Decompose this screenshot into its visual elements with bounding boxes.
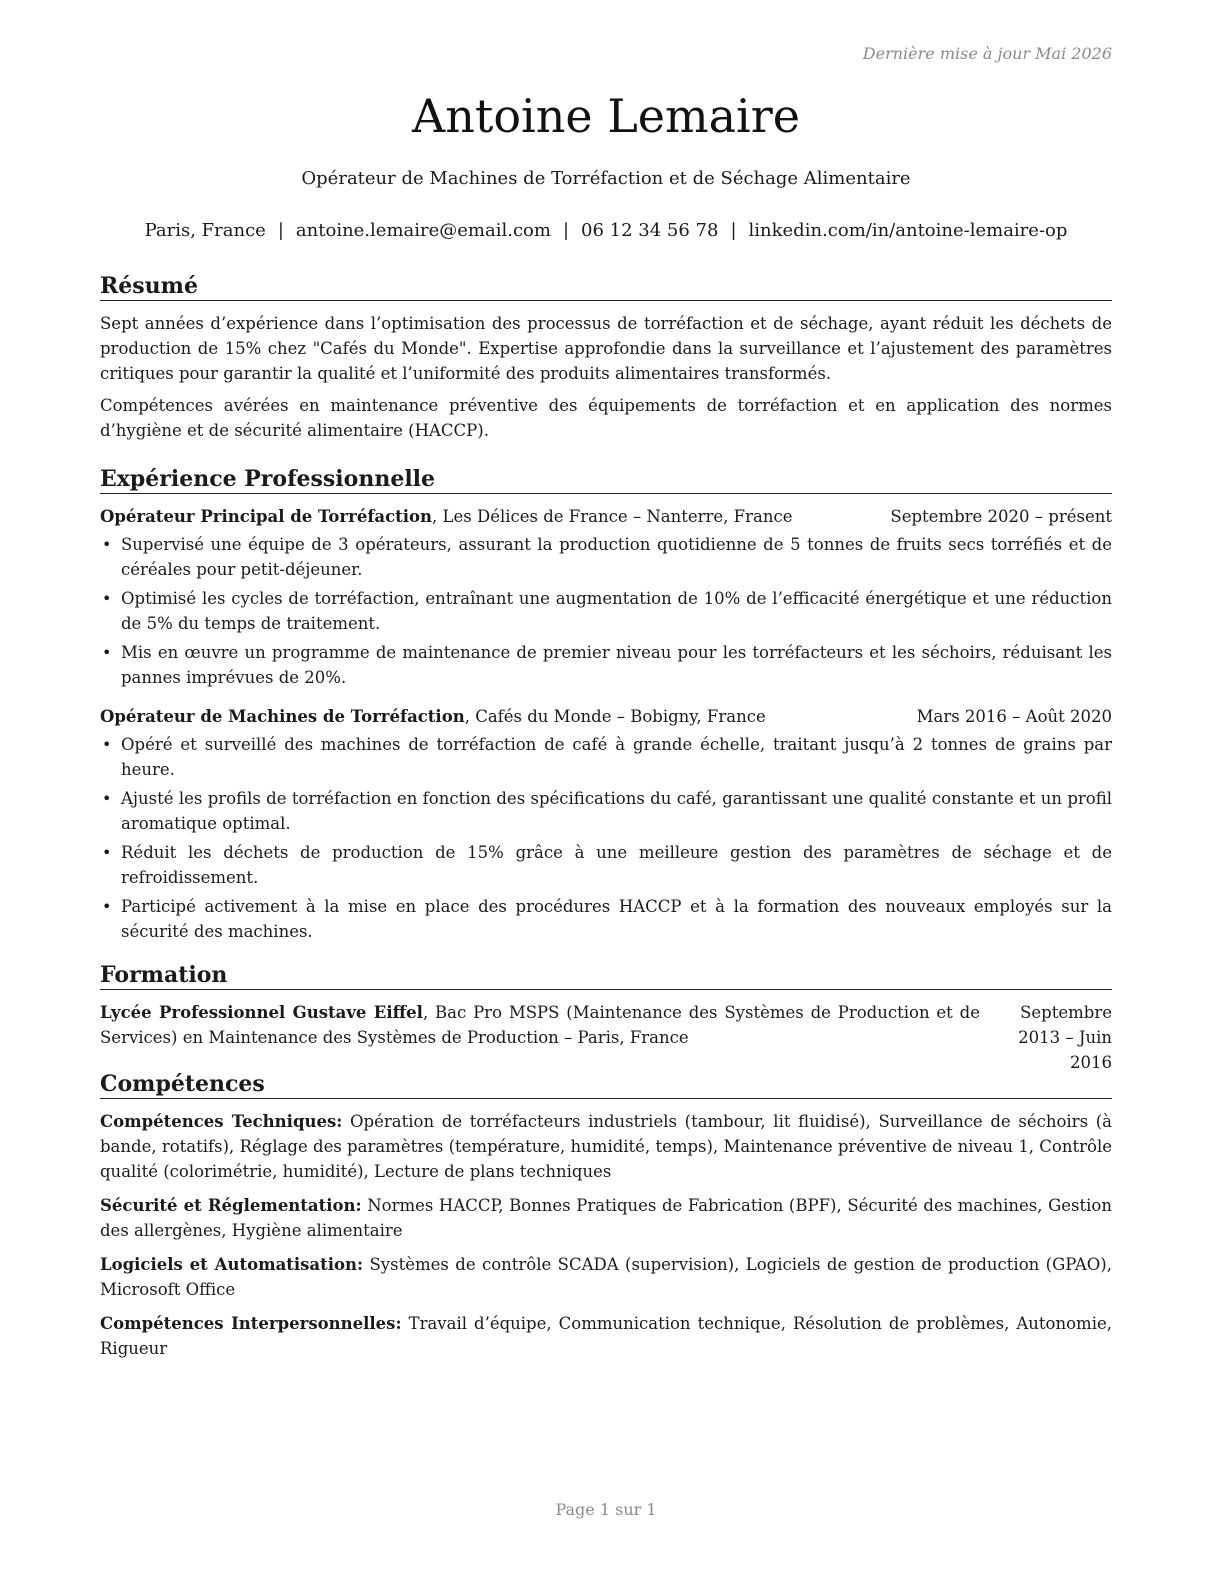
- job-bullet: [100, 894, 1112, 944]
- job-bullets: [100, 732, 1112, 944]
- contact-separator: |: [277, 220, 284, 241]
- job-bullet-text: Optimisé les cycles de torréfaction, entraînant une augmentation de 10% de l’efficacité énergétique et une réduction de 5% du temps de traitement.: [121, 589, 1112, 633]
- bullet-icon: •: [102, 735, 112, 754]
- bullet-icon: •: [102, 897, 112, 916]
- job-role: Opérateur Principal de Torréfaction: [100, 507, 433, 526]
- skill-group-label: Compétences Interpersonnelles:: [100, 1314, 402, 1333]
- contact-location: Paris, France: [144, 220, 266, 241]
- experience-section: [100, 465, 1112, 948]
- skill-group-text: Travail d’équipe, Communication technique, Résolution de problèmes, Autonomie, Rigueur: [100, 1314, 1112, 1358]
- skill-group-text: Systèmes de contrôle SCADA (supervision), Logiciels de gestion de production (GPAO), Microsoft Office: [100, 1255, 1112, 1299]
- skill-group-label: Compétences Techniques:: [100, 1112, 343, 1131]
- education-entry: [100, 1000, 1112, 1075]
- job-bullet-text: Participé activement à la mise en place des procédures HACCP et à la formation des nouveaux employés sur la sécurité des machines.: [121, 897, 1112, 941]
- skill-group-text: Opération de torréfacteurs industriels (tambour, lit fluidisé), Surveillance de séchoirs (à bande, rotatifs), Réglage des paramètres (température, humidité, temps), Maintenance préventive de niveau 1, Contrôle qualité (colorimétrie, humidité), Lecture de plans techniques: [100, 1112, 1112, 1181]
- job-dates: Mars 2016 – Août 2020: [916, 707, 1112, 726]
- skill-group: [100, 1109, 1112, 1184]
- job-bullet: [100, 840, 1112, 890]
- contact-email[interactable]: antoine.lemaire@email.com: [295, 220, 551, 241]
- job-entry: [100, 504, 1112, 690]
- job-bullet: [100, 532, 1112, 582]
- job-bullet: [100, 732, 1112, 782]
- skill-group-label: Logiciels et Automatisation:: [100, 1255, 364, 1274]
- skill-group: [100, 1193, 1112, 1243]
- skill-group-text: Normes HACCP, Bonnes Pratiques de Fabrication (BPF), Sécurité des machines, Gestion des allergènes, Hygiène alimentaire: [100, 1196, 1112, 1240]
- summary-section: [100, 272, 1112, 450]
- candidate-headline: Opérateur de Machines de Torréfaction et de Séchage Alimentaire: [301, 168, 911, 189]
- section-title-summary: Résumé: [100, 272, 1112, 301]
- job-bullet: [100, 640, 1112, 690]
- summary-paragraph: Sept années d’expérience dans l’optimisation des processus de torréfaction et de séchage, ayant réduit les déchets de production de 15% chez "Cafés du Monde". Expertise approfondie dans la surveillance et l’ajustement des paramètres critiques pour garantir la qualité et l’uniformité des produits alimentaires transformés.: [100, 314, 1112, 383]
- job-company: , Cafés du Monde – Bobigny, France: [464, 707, 766, 726]
- bullet-icon: •: [102, 643, 112, 662]
- skill-group: [100, 1252, 1112, 1302]
- job-bullet-text: Réduit les déchets de production de 15% grâce à une meilleure gestion des paramètres de séchage et de refroidissement.: [121, 843, 1112, 887]
- job-bullets: [100, 532, 1112, 690]
- page-number: Page 1 sur 1: [555, 1500, 657, 1519]
- education-dates: Septembre 2013 – Juin 2016: [1018, 1003, 1112, 1072]
- bullet-icon: •: [102, 789, 112, 808]
- job-entry: [100, 704, 1112, 944]
- contact-separator: |: [562, 220, 570, 241]
- education-detail: , Bac Pro MSPS (Maintenance des Systèmes de Production et de Services) en Maintenance des Systèmes de Production – Paris, France: [100, 1003, 980, 1047]
- job-header: [100, 504, 1112, 529]
- job-bullet-text: Opéré et surveillé des machines de torréfaction de café à grande échelle, traitant jusqu’à 2 tonnes de grains par heure.: [121, 735, 1112, 779]
- contact-phone: 06 12 34 56 78: [581, 220, 719, 241]
- education-school: Lycée Professionnel Gustave Eiffel: [100, 1003, 423, 1022]
- section-title-skills: Compétences: [100, 1070, 1112, 1099]
- job-bullet-text: Supervisé une équipe de 3 opérateurs, assurant la production quotidienne de 5 tonnes de fruits secs torréfiés et de céréales pour petit-déjeuner.: [121, 535, 1112, 579]
- bullet-icon: •: [102, 535, 112, 554]
- skills-section: [100, 1070, 1112, 1370]
- contact-separator: |: [730, 220, 737, 241]
- resume-page: [100, 0, 1112, 1584]
- job-header: [100, 704, 1112, 729]
- job-bullet-text: Ajusté les profils de torréfaction en fonction des spécifications du café, garantissant une qualité constante et un profil aromatique optimal.: [121, 789, 1112, 833]
- job-dates: Septembre 2020 – présent: [890, 507, 1112, 526]
- skill-group: [100, 1311, 1112, 1361]
- contact-linkedin[interactable]: linkedin.com/in/antoine-lemaire-op: [748, 220, 1068, 241]
- section-title-experience: Expérience Professionnelle: [100, 465, 1112, 494]
- bullet-icon: •: [102, 843, 112, 862]
- job-bullet-text: Mis en œuvre un programme de maintenance de premier niveau pour les torréfacteurs et les séchoirs, réduisant les pannes imprévues de 20%.: [121, 643, 1112, 687]
- job-role: Opérateur de Machines de Torréfaction: [100, 707, 465, 726]
- section-title-education: Formation: [100, 961, 1112, 990]
- summary-paragraph: Compétences avérées en maintenance préventive des équipements de torréfaction et en application des normes d’hygiène et de sécurité alimentaire (HACCP).: [100, 396, 1112, 440]
- job-bullet: [100, 586, 1112, 636]
- candidate-name: Antoine Lemaire: [412, 89, 800, 143]
- bullet-icon: •: [102, 589, 112, 608]
- skill-group-label: Sécurité et Réglementation:: [100, 1196, 362, 1215]
- job-company: , Les Délices de France – Nanterre, France: [432, 507, 793, 526]
- contact-line: [100, 218, 1112, 244]
- last-updated: Dernière mise à jour Mai 2026: [862, 44, 1112, 63]
- job-bullet: [100, 786, 1112, 836]
- education-section: [100, 961, 1112, 1075]
